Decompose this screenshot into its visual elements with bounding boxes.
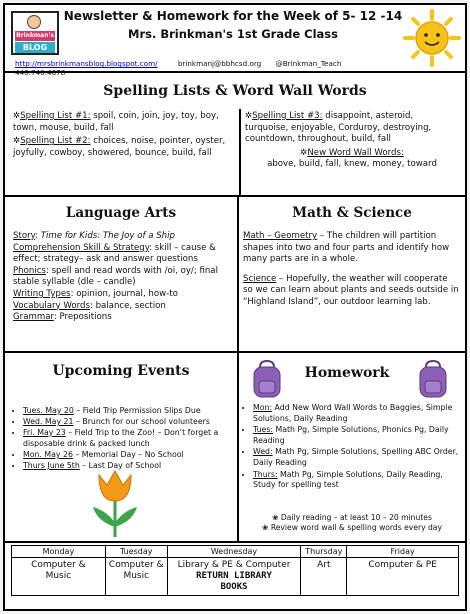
science-paragraph: Science – Hopefully, the weather will cooperate so we can learn about plants and seeds outside in “Highland Island”, our outdoor learning lab. xyxy=(243,273,459,307)
event-date: Mon. May 26 xyxy=(23,450,73,459)
backpack-icon xyxy=(249,359,285,399)
spelling-title: Spelling Lists & Word Wall Words xyxy=(103,83,367,99)
blog-logo[interactable] xyxy=(11,11,59,55)
homework-text: Math Pg, Simple Solutions, Spelling ABC Order, Daily Reading xyxy=(253,447,459,467)
schedule-row xyxy=(12,558,459,596)
wordwall-label: New Word Wall Words: xyxy=(307,147,404,158)
page-subtitle: Mrs. Brinkman's 1st Grade Class xyxy=(128,27,338,41)
spelling-list-1 xyxy=(13,111,235,134)
la-writing: Writing Types: opinion, journal, how-to xyxy=(13,288,178,299)
event-item xyxy=(23,405,235,416)
schedule-day-header: Friday xyxy=(347,546,459,558)
spelling-right xyxy=(245,111,459,171)
homework-notes xyxy=(243,513,461,533)
wordwall-words: above, build, fall, knew, money, toward xyxy=(267,159,437,170)
schedule-cell-thursday: Art xyxy=(301,558,347,596)
event-text: – Field Trip to the Zoo! – Don’t forget a disposable drink & packed lunch xyxy=(23,428,219,448)
homework-item xyxy=(253,425,461,446)
homework-item xyxy=(253,447,461,468)
schedule-cell-tuesday: Computer & Music xyxy=(105,558,167,596)
homework-day: Wed: xyxy=(253,447,273,457)
homework-text: Math Pg, Simple Solutions, Phonics Pg, Daily Reading xyxy=(253,425,449,445)
contact-line xyxy=(15,59,395,77)
flower-icon: ❀ xyxy=(262,523,269,532)
events-title: Upcoming Events xyxy=(52,363,190,379)
schedule-cell-monday: Computer & Music xyxy=(12,558,106,596)
math-science-body xyxy=(243,231,459,309)
homework-text: Add New Word Wall Words to Baggies, Simple Solutions, Daily Reading xyxy=(253,403,453,423)
event-date: Fri. May 23 xyxy=(23,428,66,437)
event-text: – Last Day of School xyxy=(79,461,162,470)
homework-day: Tues: xyxy=(253,425,274,435)
spelling-list-3 xyxy=(245,111,459,146)
spelling-left xyxy=(13,111,235,159)
schedule-cell-wednesday: Library & PE & Computer RETURN LIBRARY BOOKS xyxy=(167,558,301,596)
twitter-text: @Brinkman_Teach xyxy=(275,59,342,68)
math-paragraph: Math – Geometry – The children will partition shapes into two and four parts and identify how many parts are in a whole. xyxy=(243,231,450,265)
spelling-list-2 xyxy=(13,136,235,159)
homework-item xyxy=(253,470,461,491)
header xyxy=(5,5,465,71)
homework-day: Thurs: xyxy=(253,469,278,479)
page-title: Newsletter & Homework for the Week of 5- 12 -14 xyxy=(63,9,403,23)
la-comprehension: Comprehension Skill & Strategy: skill – cause & effect; strategy– ask and answer questions xyxy=(13,242,216,265)
schedule-day-header: Wednesday xyxy=(167,546,301,558)
logo-band-bottom: BLOG xyxy=(15,42,55,53)
star-icon: ✲ xyxy=(13,111,21,121)
events-list xyxy=(13,405,235,471)
newsletter-page xyxy=(3,3,467,611)
list3-label: Spelling List #3: xyxy=(252,111,323,121)
homework-list xyxy=(243,403,461,492)
language-arts-body xyxy=(13,231,235,324)
schedule-day-header: Thursday xyxy=(301,546,347,558)
math-science-title: Math & Science xyxy=(292,205,412,221)
homework-title: Homework xyxy=(304,365,390,381)
event-date: Tues. May 20 xyxy=(23,406,74,415)
homework-item xyxy=(253,403,461,424)
word-wall xyxy=(245,148,459,171)
event-text: – Memorial Day – No School xyxy=(72,450,184,459)
star-icon: ✲ xyxy=(300,147,308,158)
schedule-day-header: Tuesday xyxy=(105,546,167,558)
event-date: Wed. May 21 xyxy=(23,417,74,426)
event-item xyxy=(23,416,235,427)
divider xyxy=(5,541,465,543)
backpack-icon xyxy=(415,359,451,399)
event-item xyxy=(23,449,235,460)
la-story: Story: Time for Kids: The Joy of a Ship xyxy=(13,231,175,241)
logo-band-top: Brinkman's xyxy=(16,32,54,39)
list2-label: Spelling List #2: xyxy=(20,136,91,147)
flower-icon: ❀ xyxy=(272,513,279,522)
event-item xyxy=(23,427,235,449)
event-date: Thurs June 5th xyxy=(23,461,80,470)
blog-link[interactable]: http://mrsbrinkmansblog.blogspot.com/ xyxy=(15,59,158,68)
divider xyxy=(237,351,239,541)
divider xyxy=(239,109,241,195)
star-icon: ✲ xyxy=(13,136,21,147)
list1-label: Spelling List #1: xyxy=(20,111,91,121)
divider xyxy=(5,195,465,197)
logo-face-icon xyxy=(27,15,41,29)
divider xyxy=(5,71,465,73)
schedule-header-row xyxy=(12,546,459,558)
star-icon: ✲ xyxy=(245,111,253,121)
homework-note-1: ❀ Daily reading – at least 10 – 20 minutes xyxy=(272,513,432,522)
schedule-cell-friday: Computer & PE xyxy=(347,558,459,596)
language-arts-title: Language Arts xyxy=(65,205,177,221)
list3-words: disappoint, asteroid, turquoise, enjoyable, Corduroy, destroying, countdown, throughout, build, fall xyxy=(245,111,432,145)
tulip-icon xyxy=(87,467,143,539)
list2-words: choices, noise, pointer, oyster, joyfully, cowboy, showered, bounce, build, fall xyxy=(13,136,226,158)
homework-note-2: ❀ Review word wall & spelling words every day xyxy=(262,523,442,532)
list1-words: spoil, coin, join, joy, toy, boy, town, mouse, build, fall xyxy=(13,111,219,133)
la-vocabulary: Vocabulary Words: balance, section xyxy=(13,300,166,311)
event-text: – Brunch for our school volunteers xyxy=(73,417,210,426)
homework-day: Mon: xyxy=(253,403,273,412)
weekly-schedule-table xyxy=(11,545,459,596)
event-text: – Field Trip Permission Slips Due xyxy=(73,406,201,415)
homework-text: Math Pg, Simple Solutions, Daily Reading, Study for spelling test xyxy=(253,469,443,490)
la-grammar: Grammar: Prepositions xyxy=(13,312,112,323)
schedule-day-header: Monday xyxy=(12,546,106,558)
sun-icon xyxy=(403,9,461,67)
divider xyxy=(5,351,465,353)
la-phonics: Phonics: spell and read words with /oi, oy/; final stable syllable (dle – candle) xyxy=(13,265,218,288)
email-text: brinkmanj@bbhcsd.org xyxy=(177,59,262,68)
